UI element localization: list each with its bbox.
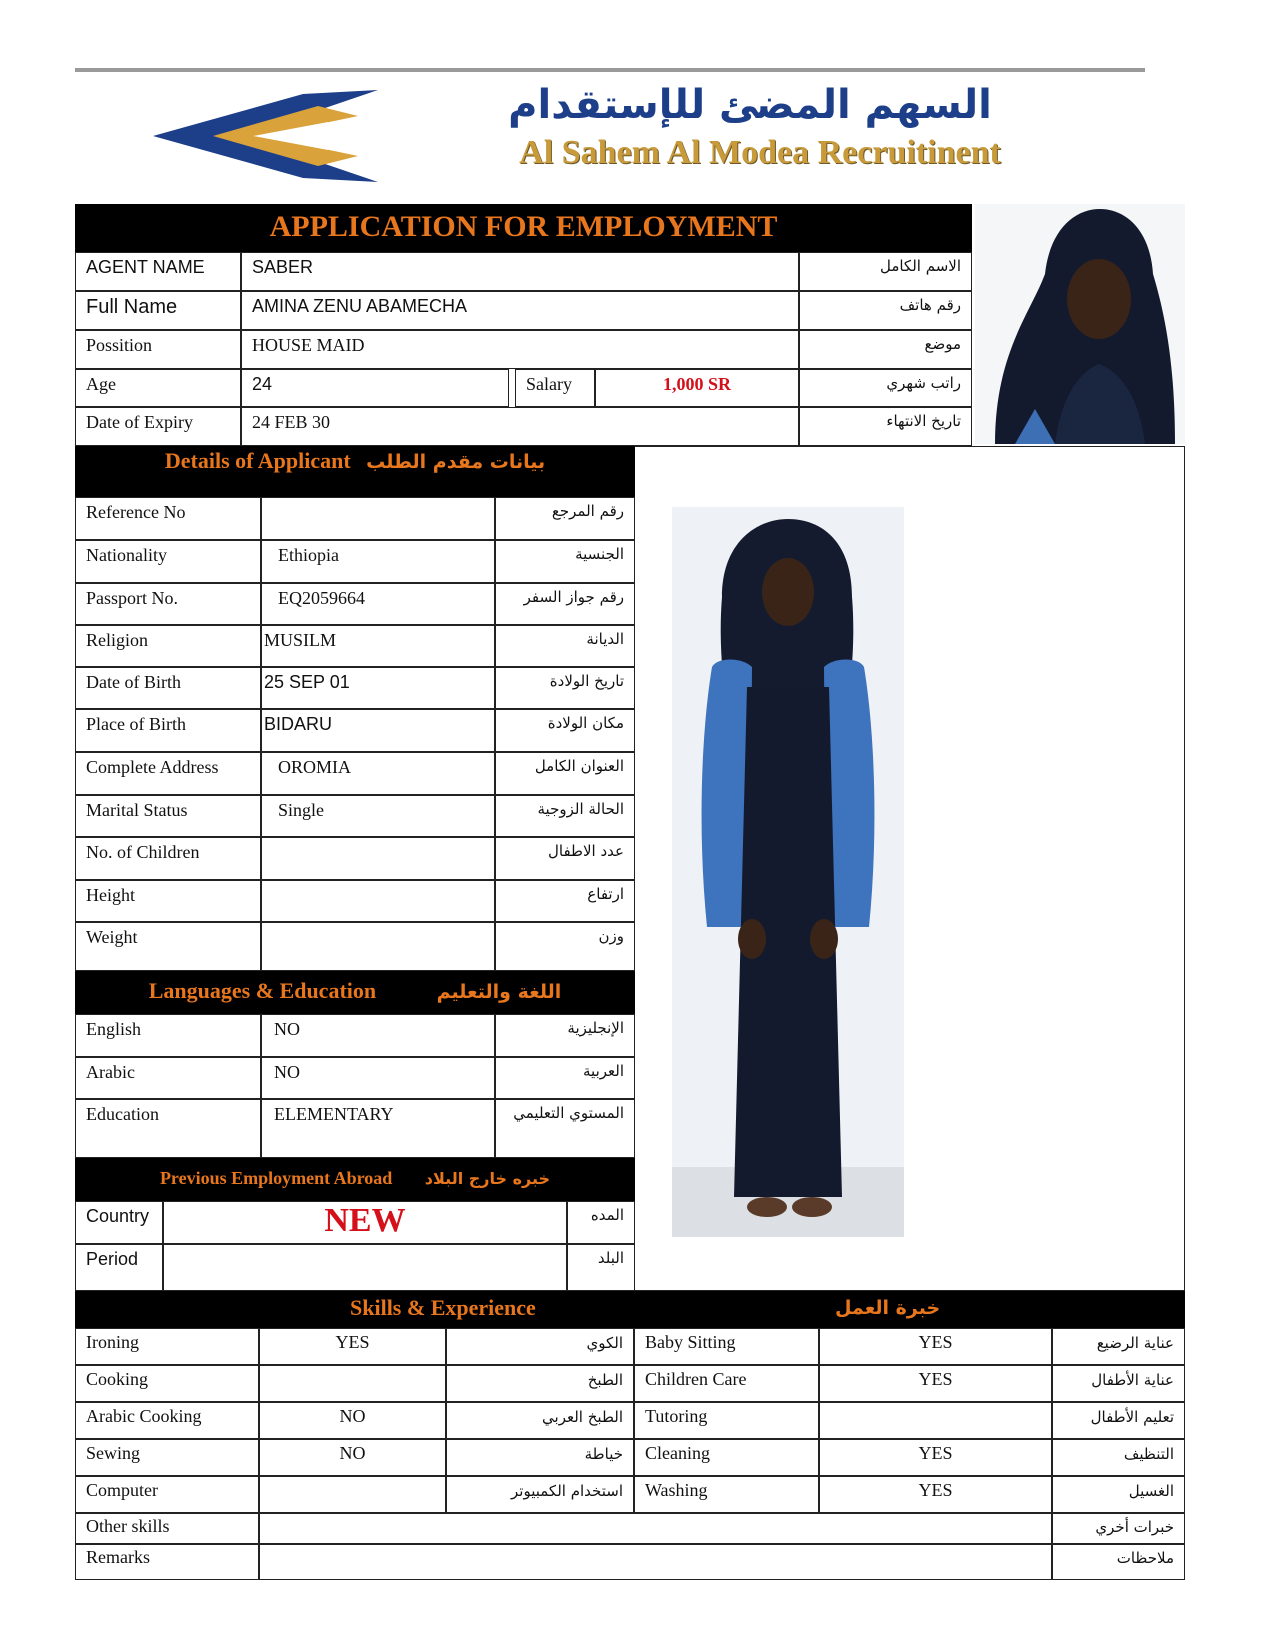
other-skills-value — [259, 1513, 1052, 1544]
country-label: Country — [75, 1201, 163, 1244]
detail-value: BIDARU — [261, 709, 495, 752]
detail-label: Reference No — [75, 497, 261, 540]
skill-label: Children Care — [634, 1365, 819, 1402]
language-value: ELEMENTARY — [261, 1099, 495, 1158]
skill-arabic: عناية الأطفال — [1052, 1365, 1185, 1402]
previous-employment-title: Previous Employment Abroad — [159, 1168, 393, 1188]
salary-value: 1,000 SR — [595, 369, 799, 407]
detail-value: OROMIA — [261, 752, 495, 795]
detail-arabic: مكان الولادة — [495, 709, 635, 752]
languages-title-arabic: اللغة والتعليم — [436, 981, 562, 1003]
skill-arabic: التنظيف — [1052, 1439, 1185, 1476]
detail-arabic: الحالة الزوجية — [495, 795, 635, 837]
skill-arabic: استخدام الكمبيوتر — [446, 1476, 634, 1513]
arrow-logo-icon — [153, 86, 383, 186]
skill-value: YES — [819, 1328, 1052, 1365]
detail-label: Religion — [75, 625, 261, 667]
details-title: Details of Applicant — [164, 448, 351, 473]
skill-arabic: عناية الرضيع — [1052, 1328, 1185, 1365]
detail-label: Passport No. — [75, 583, 261, 625]
detail-value: Single — [261, 795, 495, 837]
skill-label: Cooking — [75, 1365, 259, 1402]
skill-arabic: الكوي — [446, 1328, 634, 1365]
detail-arabic: عدد الاطفال — [495, 837, 635, 880]
skill-arabic: الطبخ — [446, 1365, 634, 1402]
applicant-full-body-photo — [672, 507, 904, 1237]
detail-value: 25 SEP 01 — [261, 667, 495, 709]
detail-label: Place of Birth — [75, 709, 261, 752]
detail-arabic: تاريخ الولادة — [495, 667, 635, 709]
position-value: HOUSE MAID — [241, 330, 799, 369]
detail-label: Height — [75, 880, 261, 922]
language-label: Education — [75, 1099, 261, 1158]
previous-employment-title-arabic: خبره خارج البلاد — [424, 1169, 551, 1188]
skills-title: Skills & Experience — [350, 1295, 536, 1320]
skills-title-arabic: خبرة العمل — [835, 1297, 941, 1319]
languages-section-header — [75, 971, 635, 1014]
detail-arabic: وزن — [495, 922, 635, 971]
skill-arabic: الغسيل — [1052, 1476, 1185, 1513]
skill-label: Cleaning — [634, 1439, 819, 1476]
skill-label: Washing — [634, 1476, 819, 1513]
detail-value: Ethiopia — [261, 540, 495, 583]
skill-label: Baby Sitting — [634, 1328, 819, 1365]
new-stamp: NEW — [163, 1201, 567, 1244]
company-logo-banner — [75, 64, 1145, 200]
skill-value — [259, 1476, 446, 1513]
skill-label: Computer — [75, 1476, 259, 1513]
application-title: APPLICATION FOR EMPLOYMENT — [75, 204, 972, 252]
skill-label: Arabic Cooking — [75, 1402, 259, 1439]
details-section-header — [75, 446, 635, 497]
detail-arabic: ارتفاع — [495, 880, 635, 922]
remarks-label: Remarks — [75, 1544, 259, 1580]
detail-arabic: رقم جواز السفر — [495, 583, 635, 625]
language-arabic: الإنجليزية — [495, 1014, 635, 1057]
position-label: Possition — [75, 330, 241, 369]
language-label: English — [75, 1014, 261, 1057]
detail-arabic: العنوان الكامل — [495, 752, 635, 795]
expiry-arabic: تاريخ الانتهاء — [799, 407, 972, 446]
skill-value: YES — [819, 1476, 1052, 1513]
full-name-arabic: رقم هاتف — [799, 291, 972, 330]
detail-arabic: رقم المرجع — [495, 497, 635, 540]
applicant-headshot-photo — [975, 204, 1185, 444]
detail-label: Weight — [75, 922, 261, 971]
agent-name-value: SABER — [241, 252, 799, 291]
skill-value — [259, 1365, 446, 1402]
remarks-arabic: ملاحظات — [1052, 1544, 1185, 1580]
detail-value: MUSILM — [261, 625, 495, 667]
expiry-label: Date of Expiry — [75, 407, 241, 446]
skill-label: Tutoring — [634, 1402, 819, 1439]
skill-value: NO — [259, 1402, 446, 1439]
skill-label: Sewing — [75, 1439, 259, 1476]
salary-arabic: راتب شهري — [799, 369, 972, 407]
other-skills-label: Other skills — [75, 1513, 259, 1544]
logo-english-text: Al Sahem Al Modea Recruitinent — [519, 134, 1001, 171]
skill-value: YES — [259, 1328, 446, 1365]
language-label: Arabic — [75, 1057, 261, 1099]
skill-label: Ironing — [75, 1328, 259, 1365]
detail-label: No. of Children — [75, 837, 261, 880]
period-arabic: البلد — [567, 1244, 635, 1291]
logo-arabic-text: السهم المضئ للإستقدام — [508, 82, 992, 128]
period-label: Period — [75, 1244, 163, 1291]
age-value: 24 — [241, 369, 509, 407]
remarks-value — [259, 1544, 1052, 1580]
logo-top-rule — [75, 68, 1145, 72]
detail-arabic: الديانة — [495, 625, 635, 667]
skill-arabic: تعليم الأطفال — [1052, 1402, 1185, 1439]
detail-label: Marital Status — [75, 795, 261, 837]
skill-arabic: الطبخ العربي — [446, 1402, 634, 1439]
detail-value — [261, 837, 495, 880]
language-value: NO — [261, 1014, 495, 1057]
detail-label: Nationality — [75, 540, 261, 583]
salary-label: Salary — [515, 369, 595, 407]
skill-value: NO — [259, 1439, 446, 1476]
skill-value: YES — [819, 1439, 1052, 1476]
detail-label: Complete Address — [75, 752, 261, 795]
detail-label: Date of Birth — [75, 667, 261, 709]
agent-name-arabic: الاسم الكامل — [799, 252, 972, 291]
position-arabic: موضع — [799, 330, 972, 369]
skill-value — [819, 1402, 1052, 1439]
detail-value — [261, 922, 495, 971]
language-value: NO — [261, 1057, 495, 1099]
age-label: Age — [75, 369, 241, 407]
detail-value — [261, 880, 495, 922]
languages-title: Languages & Education — [148, 978, 377, 1003]
other-skills-arabic: خبرات أخري — [1052, 1513, 1185, 1544]
full-name-value: AMINA ZENU ABAMECHA — [241, 291, 799, 330]
skill-arabic: خياطة — [446, 1439, 634, 1476]
details-title-arabic: بيانات مقدم الطلب — [366, 451, 546, 473]
country-arabic: المده — [567, 1201, 635, 1244]
expiry-value: 24 FEB 30 — [241, 407, 799, 446]
agent-name-label: AGENT NAME — [75, 252, 241, 291]
detail-value: EQ2059664 — [261, 583, 495, 625]
detail-value — [261, 497, 495, 540]
full-name-label: Full Name — [75, 291, 241, 330]
previous-employment-header — [75, 1158, 635, 1201]
period-value — [163, 1244, 567, 1291]
detail-arabic: الجنسية — [495, 540, 635, 583]
skills-section-header — [75, 1291, 1185, 1328]
skill-value: YES — [819, 1365, 1052, 1402]
language-arabic: العربية — [495, 1057, 635, 1099]
language-arabic: المستوي التعليمي — [495, 1099, 635, 1158]
